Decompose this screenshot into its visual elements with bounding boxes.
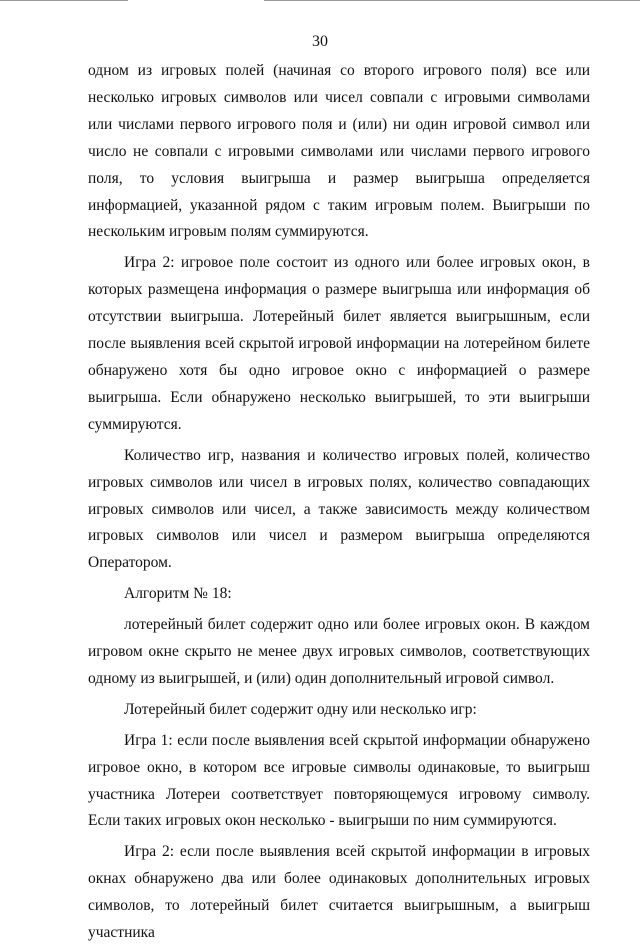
paragraph-operator: Количество игр, названия и количество игровых полей, количество игровых символов или чисел в игровых полях, количество совпадающих игровых символов или чисел, а также зависимость между количеством игровых символов или чисел и размером выигрыша определяются Оператором. — [88, 446, 590, 572]
paragraph-continuation: одном из игровых полей (начиная со второго игрового поля) все или несколько игровых символов или чисел совпали с игровыми символами или числами первого игрового поля и (или) ни один игровой символ или число не совпали с игровыми символами или числами первого игрового поля, то условия выигрыша и размер выигрыша определяется информацией, указанной рядом с таким игровым полем. Выигрыши по нескольким игровым полям суммируются. — [88, 62, 590, 241]
paragraph-games-intro: Лотерейный билет содержит одну или несколько игр: — [124, 700, 477, 718]
paragraph-algorithm-heading: Алгоритм № 18: — [124, 585, 232, 603]
paragraph-game-2: Игра 2: игровое поле состоит из одного или более игровых окон, в которых размещена информация о размере выигрыша или информация об отсутствии выигрыша. Лотерейный билет является выигрышным, если после выявления всей скрытой игровой информации на лотерейном билете обнаружено хотя бы одно игровое окно с информацией о размере выигрыша. Если обнаружено несколько выигрышей, то эти выигрыши суммируются. — [88, 254, 590, 433]
paragraph-algorithm-description: лотерейный билет содержит одно или более игровых окон. В каждом игровом окне скрыто не менее двух игровых символов, соответствующих одному из выигрышей, и (или) один дополнительный игровой символ. — [88, 616, 590, 687]
paragraph-game-2-symbols: Игра 2: если после выявления всей скрытой информации в игровых окнах обнаружено два или более одинаковых дополнительных игровых символов, то лотерейный билет считается выигрышным, а выигрыш участника — [88, 843, 590, 942]
paragraph-game-1: Игра 1: если после выявления всей скрытой информации обнаружено игровое окно, в котором все игровые символы одинаковые, то выигрыш участника Лотереи соответствует повторяющемуся игровому символу. Если таких игровых окон несколько - выигрыши по ним суммируются. — [88, 731, 590, 830]
page-number: 30 — [312, 33, 328, 50]
document-body — [88, 58, 590, 947]
top-scan-edge — [0, 0, 640, 1]
